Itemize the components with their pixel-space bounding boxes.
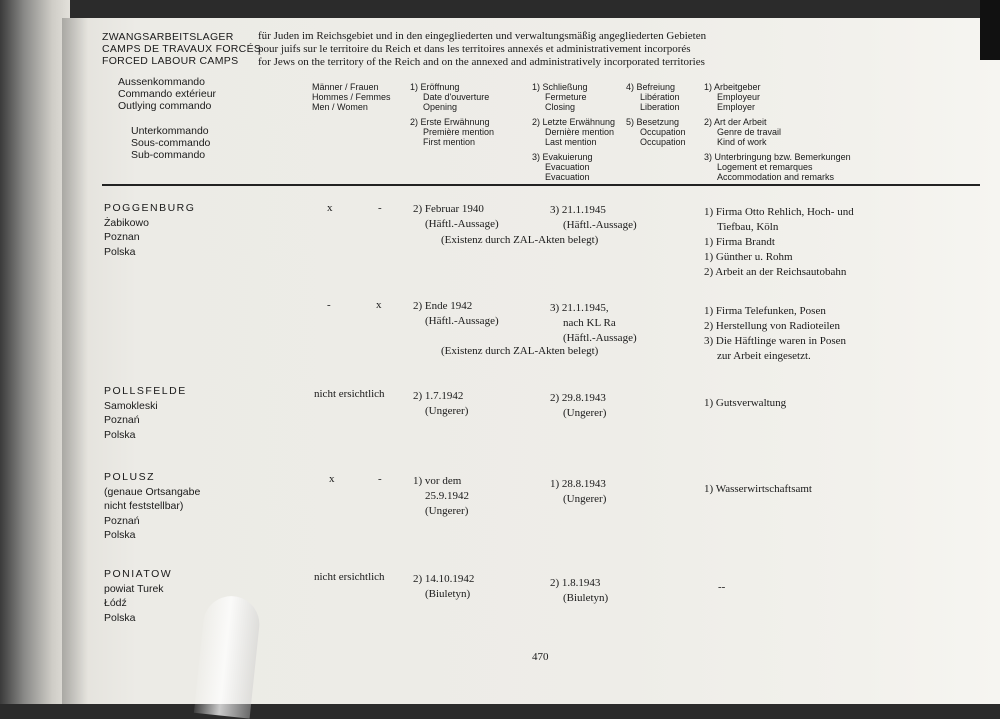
closing-date: 2) 29.8.1943 (Ungerer)	[550, 392, 607, 419]
opening-note: (Existenz durch ZAL-Akten belegt)	[441, 345, 599, 357]
occupation-header: 5) Besetzung Occupation Occupation	[626, 117, 686, 147]
background-corner	[980, 0, 1000, 60]
camp-place: Żabikowo	[104, 216, 149, 229]
gender-header: Männer / Frauen Hommes / Femmes Men / Women	[312, 82, 391, 112]
men-mark: -	[327, 299, 331, 311]
men-mark: x	[329, 473, 335, 485]
camp-place: (genaue Ortsangabe	[104, 485, 201, 498]
sub-commando-header: Unterkommando Sous-commando Sub-commando	[131, 125, 211, 161]
camp-place: Polska	[104, 611, 136, 624]
camp-place: nicht feststellbar)	[104, 500, 184, 512]
liberation-header: 4) Befreiung Libération Liberation	[626, 82, 680, 112]
camp-place: Polska	[104, 245, 136, 258]
last-mention-header: 2) Letzte Erwähnung Dernière mention Last mention	[532, 117, 616, 147]
camp-name: POGGENBURG	[104, 202, 196, 214]
camp-place: Poznań	[104, 414, 140, 426]
header-divider	[102, 184, 980, 186]
camp-entry	[104, 201, 195, 259]
intro-text	[258, 30, 706, 69]
employer-header: 1) Arbeitgeber Employeur Employer	[704, 82, 761, 112]
closing-date: 3) 21.1.1945 (Häftl.-Aussage)	[550, 204, 637, 231]
camp-entry	[104, 567, 172, 625]
page-number: 470	[532, 651, 549, 663]
opening-date: 2) Februar 1940 (Häftl.-Aussage)	[413, 203, 499, 230]
closing-date: 3) 21.1.1945, nach KL Ra (Häftl.-Aussage)	[550, 302, 637, 344]
closing-date: 2) 1.8.1943 (Biuletyn)	[550, 577, 609, 604]
closing-date: 1) 28.8.1943 (Ungerer)	[550, 478, 607, 505]
remarks: 1) Firma Otto Rehlich, Hoch- und Tiefbau, Köln 1) Firma Brandt 1) Günther u. Rohm 2) Arbeit an der Reichsautobahn	[704, 206, 854, 278]
book-edge	[0, 0, 70, 704]
title-line: CAMPS DE TRAVAUX FORCÉS	[102, 43, 262, 55]
kind-of-work-header: 2) Art der Arbeit Genre de travail Kind of work	[704, 117, 782, 147]
opening-date: 2) 1.7.1942 (Ungerer)	[413, 390, 469, 417]
men-mark: x	[327, 202, 333, 214]
women-mark: -	[378, 202, 382, 214]
remarks: 1) Gutsverwaltung	[704, 397, 787, 409]
camp-entry	[104, 384, 187, 442]
camp-name: PONIATOW	[104, 568, 173, 580]
women-mark: -	[378, 473, 382, 485]
evacuation-header: 3) Evakuierung Evacuation Evacuation	[532, 152, 593, 182]
book-page	[62, 18, 1000, 704]
camp-place: Poznan	[104, 231, 140, 243]
camp-name: POLUSZ	[104, 471, 156, 483]
camp-place: Poznań	[104, 514, 140, 527]
closing-header: 1) Schließung Fermeture Closing	[532, 82, 588, 112]
intro-line: for Jews on the territory of the Reich and on the annexed and administratively incorporated territories	[258, 56, 705, 68]
camp-place: Polska	[104, 428, 136, 441]
opening-date: 2) 14.10.1942 (Biuletyn)	[413, 573, 475, 600]
presence: nicht ersichtlich	[314, 571, 385, 583]
camp-place: Polska	[104, 529, 136, 541]
camp-place: Łódź	[104, 597, 127, 609]
intro-line: für Juden im Reichsgebiet und in den eingegliederten und verwaltungsmäßig angegliederten Gebieten	[258, 30, 707, 42]
camp-place: Samokleski	[104, 399, 158, 412]
remarks: 1) Firma Telefunken, Posen 2) Herstellung von Radioteilen 3) Die Häftlinge waren in Posen zur Arbeit eingesetzt.	[704, 305, 847, 362]
camp-name: POLLSFELDE	[104, 385, 187, 397]
presence: nicht ersichtlich	[314, 388, 385, 400]
women-mark: x	[376, 299, 382, 311]
camp-place: powiat Turek	[104, 582, 164, 595]
intro-line: pour juifs sur le territoire du Reich et dans les territoires annexés et administrativement incorporés	[258, 43, 691, 55]
opening-date: 1) vor dem 25.9.1942 (Ungerer)	[413, 475, 469, 517]
first-mention-header: 2) Erste Erwähnung Première mention First mention	[410, 117, 495, 147]
outlying-commando-header: Aussenkommando Commando extérieur Outlying commando	[118, 76, 217, 112]
accommodation-header: 3) Unterbringung bzw. Bemerkungen Logement et remarques Accommodation and remarks	[704, 152, 851, 182]
title-line: FORCED LABOUR CAMPS	[102, 55, 239, 67]
camp-entry	[104, 470, 200, 543]
title-line: ZWANGSARBEITSLAGER	[102, 31, 234, 43]
opening-date: 2) Ende 1942 (Häftl.-Aussage)	[413, 300, 499, 327]
remarks: --	[718, 581, 726, 593]
page-title	[102, 31, 261, 67]
spine-shadow	[62, 18, 88, 704]
opening-note: (Existenz durch ZAL-Akten belegt)	[441, 234, 599, 246]
opening-header: 1) Eröffnung Date d'ouverture Opening	[410, 82, 490, 112]
remarks: 1) Wasserwirtschaftsamt	[704, 483, 812, 495]
